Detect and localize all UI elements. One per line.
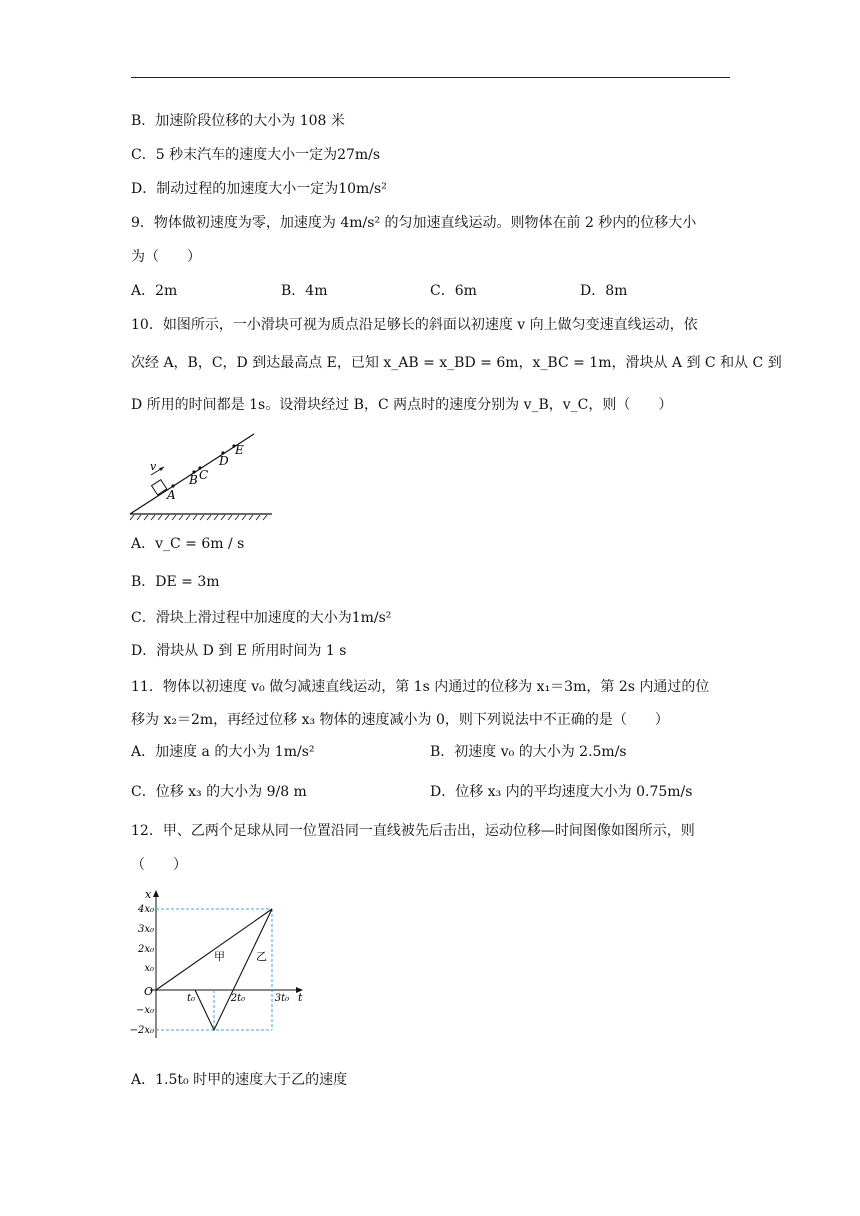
slider-block	[152, 480, 167, 495]
q9-option-a[interactable]: A．2m	[131, 283, 178, 299]
q8-option-d[interactable]: D．制动过程的加速度大小一定为10m/s²	[131, 181, 387, 197]
q8-option-b[interactable]: B．加速阶段位移的大小为 108 米	[131, 113, 345, 129]
series-label-jia: 甲	[214, 950, 225, 963]
y-tick-neg-2x0: −2x₀	[129, 1025, 154, 1036]
q11-option-a[interactable]: A．加速度 a 的大小为 1m/s²	[131, 744, 315, 760]
header-rule	[131, 77, 730, 78]
q10-stem-line1: 10．如图所示，一小滑块可视为质点沿足够长的斜面以初速度 v 向上做匀变速直线运动，依	[131, 317, 698, 333]
label-v: v	[150, 460, 157, 473]
graph-y-label: x	[145, 888, 152, 901]
q9-stem-line2: 为（ ）	[131, 249, 201, 265]
q9-option-c[interactable]: C．6m	[430, 283, 477, 299]
x-tick-t0: t₀	[186, 993, 196, 1004]
y-tick-4x0: 4x₀	[137, 904, 154, 915]
graph-origin: O	[144, 985, 154, 998]
q10-option-d[interactable]: D．滑块从 D 到 E 所用时间为 1 s	[131, 643, 347, 659]
label-c: C	[199, 468, 209, 482]
label-e: E	[235, 443, 244, 457]
q12-option-a[interactable]: A．1.5t₀ 时甲的速度大于乙的速度	[131, 1072, 348, 1088]
series-label-yi: 乙	[256, 950, 267, 963]
y-tick-3x0: 3x₀	[137, 924, 154, 935]
x-t-graph	[128, 886, 313, 1050]
y-tick-neg-x0: −x₀	[135, 1005, 154, 1016]
q10-option-b[interactable]: B．DE = 3m	[131, 574, 220, 590]
q10-option-c[interactable]: C．滑块上滑过程中加速度的大小为1m/s²	[131, 610, 392, 626]
line-yi	[195, 909, 272, 1030]
x-tick-3t0: 3t₀	[274, 993, 290, 1004]
y-tick-2x0: 2x₀	[137, 944, 154, 955]
q12-stem-line2: （ ）	[131, 857, 187, 873]
q10-stem-line2: 次经 A，B，C，D 到达最高点 E，已知 x_AB = x_BD = 6m，x_BC = 1m，滑块从 A 到 C 和从 C 到	[131, 355, 782, 371]
y-tick-x0: x₀	[144, 963, 154, 974]
q11-option-b[interactable]: B．初速度 v₀ 的大小为 2.5m/s	[430, 744, 627, 760]
graph-x-label: t	[298, 991, 303, 1004]
q9-option-d[interactable]: D．8m	[580, 283, 628, 299]
q12-stem-line1: 12．甲、乙两个足球从同一位置沿同一直线被先后击出，运动位移—时间图像如图所示，则	[131, 823, 695, 839]
incline-figure	[128, 430, 278, 522]
label-d: D	[219, 454, 229, 468]
q11-stem-line1: 11．物体以初速度 v₀ 做匀减速直线运动，第 1s 内通过的位移为 x₁＝3m，第 2s 内通过的位	[131, 679, 710, 695]
q9-option-b[interactable]: B．4m	[281, 283, 328, 299]
q11-stem-line2: 移为 x₂＝2m，再经过位移 x₃ 物体的速度减小为 0，则下列说法中不正确的是（ ）	[131, 712, 669, 728]
q9-stem-line1: 9．物体做初速度为零，加速度为 4m/s² 的匀加速直线运动。则物体在前 2 秒内的位移大小	[131, 215, 697, 231]
label-b: B	[189, 473, 198, 487]
q11-option-c[interactable]: C．位移 x₃ 的大小为 9/8 m	[131, 784, 307, 800]
q8-option-c[interactable]: C．5 秒末汽车的速度大小一定为27m/s	[131, 147, 381, 163]
q10-stem-line3: D 所用的时间都是 1s。设滑块经过 B，C 两点时的速度分别为 v_B，v_C，则（ ）	[131, 397, 673, 413]
q10-option-a[interactable]: A．v_C = 6m / s	[131, 536, 245, 552]
label-a: A	[167, 488, 176, 502]
x-tick-2t0: 2t₀	[230, 993, 246, 1004]
q11-option-d[interactable]: D．位移 x₃ 内的平均速度大小为 0.75m/s	[430, 784, 693, 800]
